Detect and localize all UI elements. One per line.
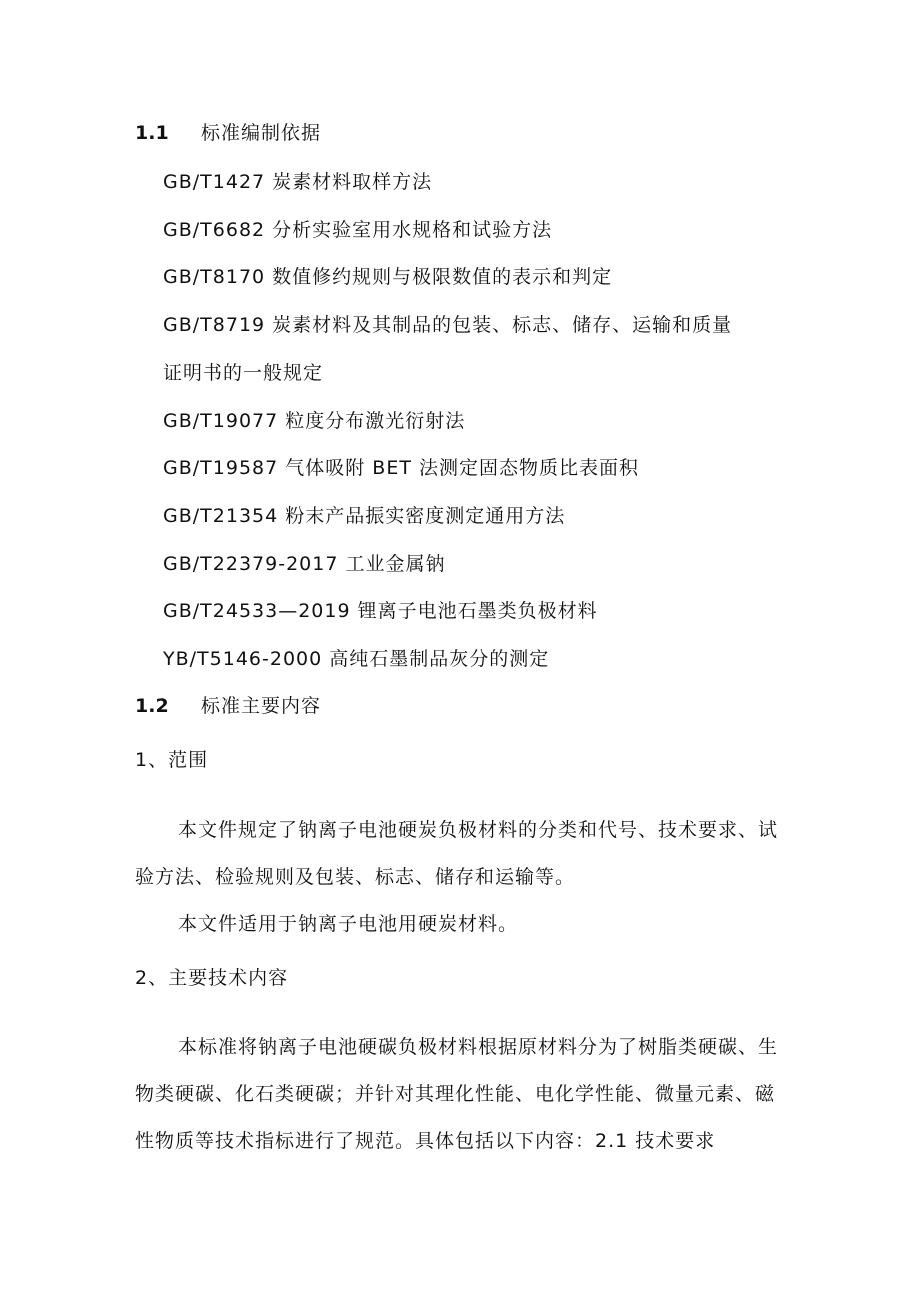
reference-item: GB/T21354 粉末产品振实密度测定通用方法	[163, 505, 566, 527]
section-1-1-heading	[135, 121, 322, 145]
reference-item: GB/T6682 分析实验室用水规格和试验方法	[163, 219, 553, 241]
section-title: 标准主要内容	[201, 695, 322, 717]
reference-item: GB/T8719 炭素材料及其制品的包装、标志、储存、运输和质量	[163, 314, 733, 336]
section-number: 1.1	[135, 122, 169, 144]
reference-item: GB/T19587 气体吸附 BET 法测定固态物质比表面积	[163, 457, 639, 479]
reference-item-continuation: 证明书的一般规定	[163, 362, 324, 384]
tech-heading: 2、主要技术内容	[135, 967, 289, 989]
section-title: 标准编制依据	[201, 122, 322, 144]
scope-paragraph-line: 验方法、检验规则及包装、标志、储存和运输等。	[135, 866, 576, 888]
section-1-2-heading	[135, 694, 322, 718]
scope-paragraph-line: 本文件规定了钠离子电池硬炭负极材料的分类和代号、技术要求、试	[178, 819, 779, 841]
reference-item: GB/T8170 数值修约规则与极限数值的表示和判定	[163, 266, 613, 288]
reference-item: GB/T19077 粒度分布激光衍射法	[163, 410, 466, 432]
scope-paragraph: 本文件适用于钠离子电池用硬炭材料。	[178, 913, 519, 935]
reference-item: GB/T22379-2017 工业金属钠	[163, 553, 446, 575]
section-number: 1.2	[135, 695, 169, 717]
reference-item: GB/T1427 炭素材料取样方法	[163, 171, 433, 193]
reference-item: YB/T5146-2000 高纯石墨制品灰分的测定	[163, 648, 550, 670]
tech-paragraph-line: 物类硬碳、化石类硬碳；并针对其理化性能、电化学性能、微量元素、磁	[135, 1083, 776, 1105]
tech-paragraph-line: 本标准将钠离子电池硬碳负极材料根据原材料分为了树脂类硬碳、生	[178, 1036, 779, 1058]
scope-heading: 1、范围	[135, 749, 209, 771]
reference-item: GB/T24533—2019 锂离子电池石墨类负极材料	[163, 600, 598, 622]
tech-paragraph-line: 性物质等技术指标进行了规范。具体包括以下内容：2.1 技术要求	[135, 1130, 716, 1152]
